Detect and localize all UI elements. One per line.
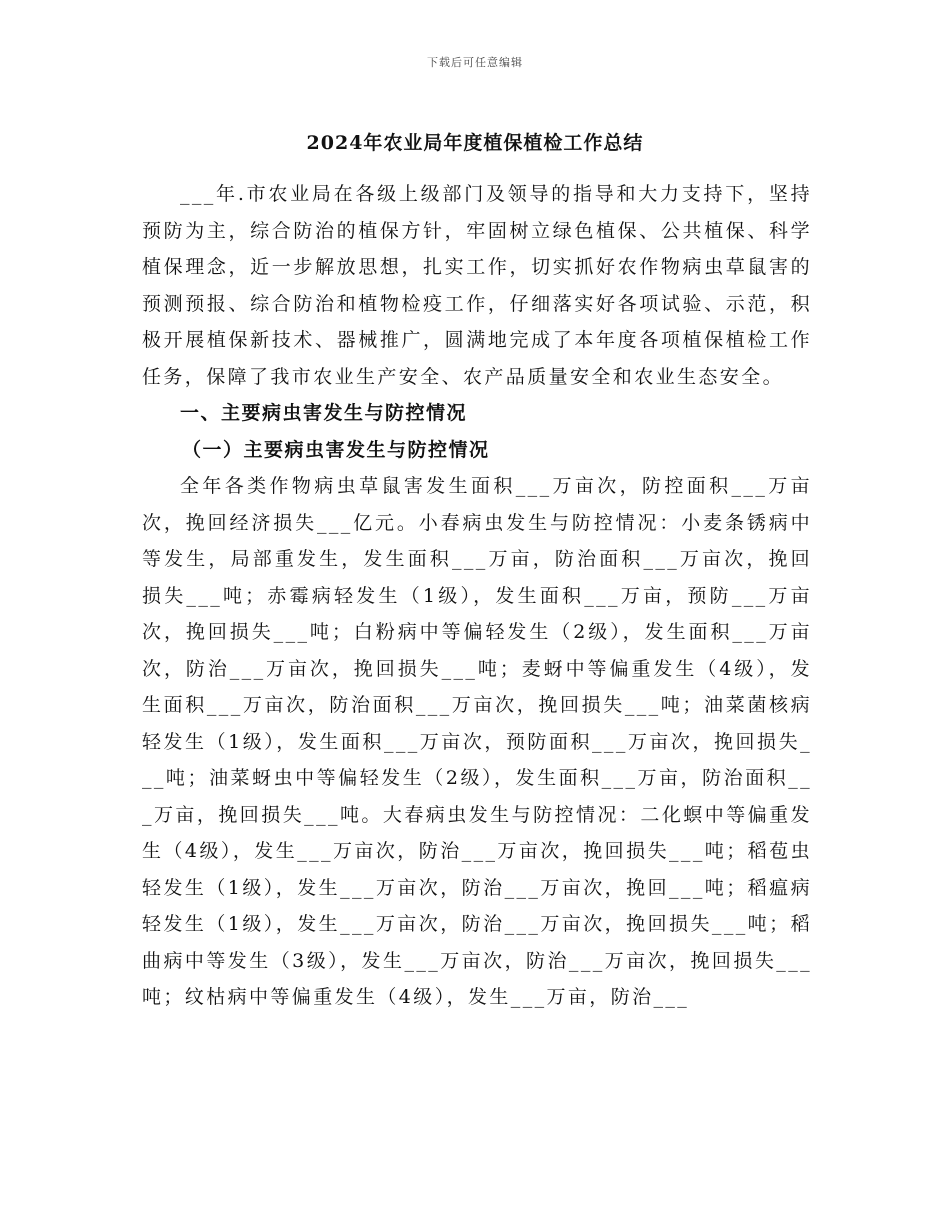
section-heading: 一、主要病虫害发生与防控情况 [180,402,468,424]
subsection-heading: （一）主要病虫害发生与防控情况 [182,438,490,461]
document-title: 2024年农业局年度植保植检工作总结 [306,132,644,154]
page-header-note: 下载后可任意编辑 [427,56,523,69]
intro-paragraph: ___年.市农业局在各级上级部门及领导的指导和大力支持下，坚持预防为主，综合防治的植保方针，牢固树立绿色植保、公共植保、科学植保理念，近一步解放思想，扎实工作，切实抓好农作物病虫草鼠害的预测预报、综合防治和植物检疫工作，仔细落实好各项试验、示范，积极开展植保新技术、器械推广，圆满地完成了本年度各项植保植检工作任务，保障了我市农业生产安全、农产品质量安全和农业生态安全。 [142,183,812,388]
section-paragraph: 全年各类作物病虫草鼠害发生面积___万亩次，防控面积___万亩次，挽回经济损失___亿元。小春病虫发生与防控情况：小麦条锈病中等发生，局部重发生，发生面积___万亩，防治面积___万亩次，挽回损失___吨；赤霉病轻发生（1级），发生面积___万亩，预防___万亩次，挽回损失___吨；白粉病中等偏轻发生（2级），发生面积___万亩次，防治___万亩次，挽回损失___吨；麦蚜中等偏重发生（4级），发生面积___万亩次，防治面积___万亩次，挽回损失___吨；油菜菌核病轻发生（1级），发生面积___万亩次，预防面积___万亩次，挽回损失___吨；油菜蚜虫中等偏轻发生（2级），发生面积___万亩，防治面积___万亩，挽回损失___吨。大春病虫发生与防控情况：二化螟中等偏重发生（4级），发生___万亩次，防治___万亩次，挽回损失___吨；稻苞虫轻发生（1级），发生___万亩次，防治___万亩次，挽回___吨；稻瘟病轻发生（1级），发生___万亩次，防治___万亩次，挽回损失___吨；稻曲病中等发生（3级），发生___万亩次，防治___万亩次，挽回损失___吨；纹枯病中等偏重发生（4级），发生___万亩，防治___ [142,475,812,1008]
document-body [142,176,812,1016]
